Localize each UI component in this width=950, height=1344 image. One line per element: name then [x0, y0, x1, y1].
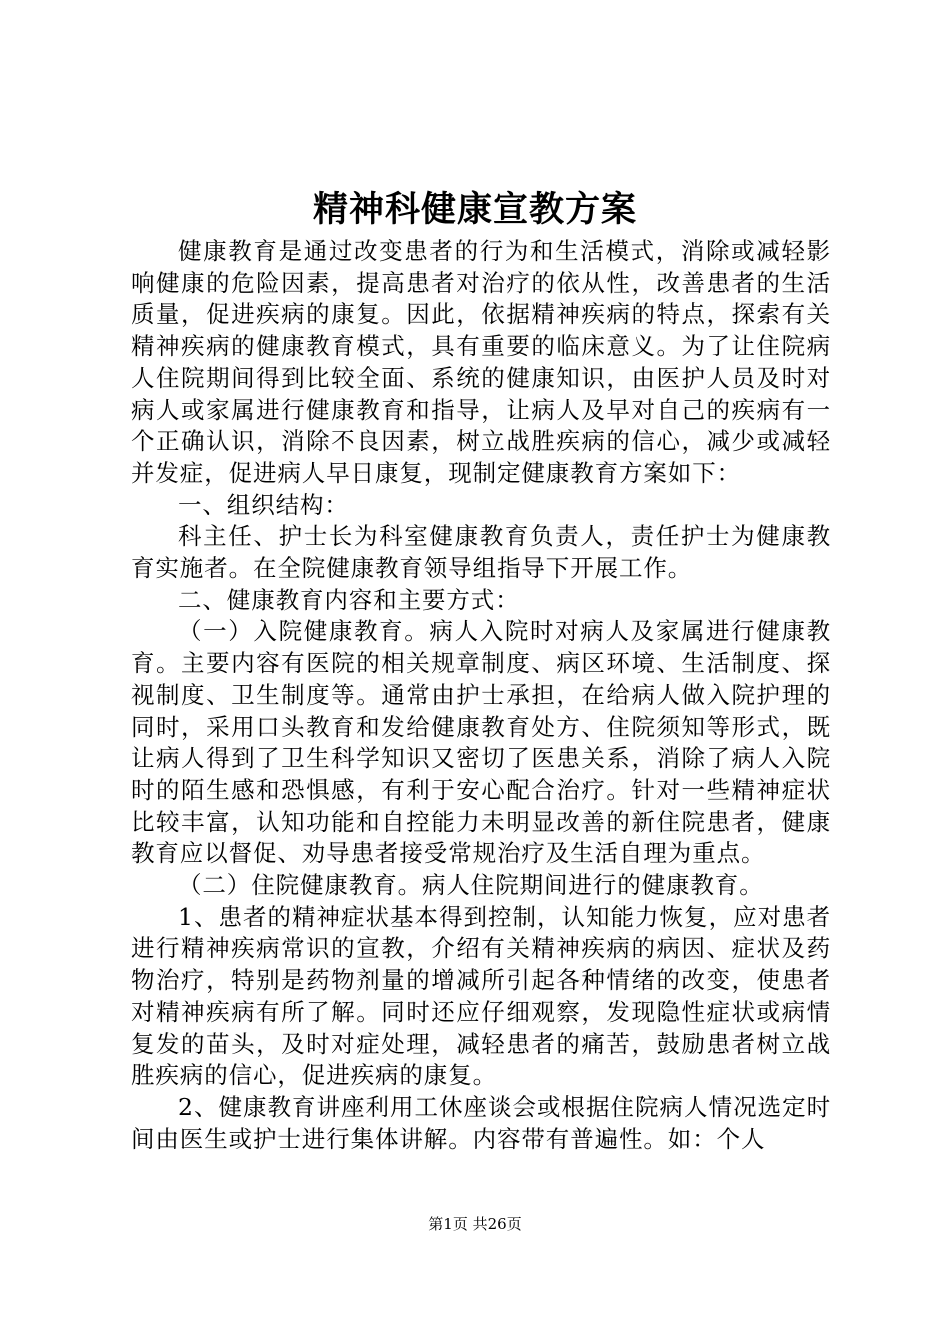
paragraph-item-1: 1、患者的精神症状基本得到控制，认知能力恢复，应对患者进行精神疾病常识的宣教，介绍有关精神疾病的病因、症状及药物治疗，特别是药物剂量的增减所引起各种情绪的改变，使患者对精神疾病有所了解。同时还应仔细观察，发现隐性症状或病情复发的苗头，及时对症处理，减轻患者的痛苦，鼓励患者树立战胜疾病的信心，促进疾病的康复。 [131, 902, 831, 1090]
paragraph-organization: 科主任、护士长为科室健康教育负责人，责任护士为健康教育实施者。在全院健康教育领导组指导下开展工作。 [131, 522, 831, 583]
section-heading-organization: 一、组织结构： [178, 490, 349, 519]
paragraph-inpatient-education: （二）住院健康教育。病人住院期间进行的健康教育。 [178, 871, 764, 900]
paragraph-admission-education: （一）入院健康教育。病人入院时对病人及家属进行健康教育。主要内容有医院的相关规章制度、病区环境、生活制度、探视制度、卫生制度等。通常由护士承担，在给病人做入院护理的同时，采用口头教育和发给健康教育处方、住院须知等形式，既让病人得到了卫生科学知识又密切了医患关系，消除了病人入院时的陌生感和恐惧感，有利于安心配合治疗。针对一些精神症状比较丰富，认知功能和自控能力未明显改善的新住院患者，健康教育应以督促、劝导患者接受常规治疗及生活自理为重点。 [131, 617, 831, 868]
section-heading-content: 二、健康教育内容和主要方式： [178, 585, 520, 614]
document-title: 精神科健康宣教方案 [312, 189, 637, 230]
paragraph-intro: 健康教育是通过改变患者的行为和生活模式，消除或减轻影响健康的危险因素，提高患者对治疗的依从性，改善患者的生活质量，促进疾病的康复。因此，依据精神疾病的特点，探索有关精神疾病的健康教育模式，具有重要的临床意义。为了让住院病人住院期间得到比较全面、系统的健康知识，由医护人员及时对病人或家属进行健康教育和指导，让病人及早对自己的疾病有一个正确认识，消除不良因素，树立战胜疾病的信心，减少或减轻并发症，促进病人早日康复，现制定健康教育方案如下： [131, 237, 831, 487]
page-footer: 第1页 共26页 [428, 1215, 522, 1233]
document-body [131, 236, 831, 1155]
paragraph-item-2: 2、健康教育讲座利用工休座谈会或根据住院病人情况选定时间由医生或护士进行集体讲解。内容带有普遍性。如：个人 [131, 1092, 831, 1153]
